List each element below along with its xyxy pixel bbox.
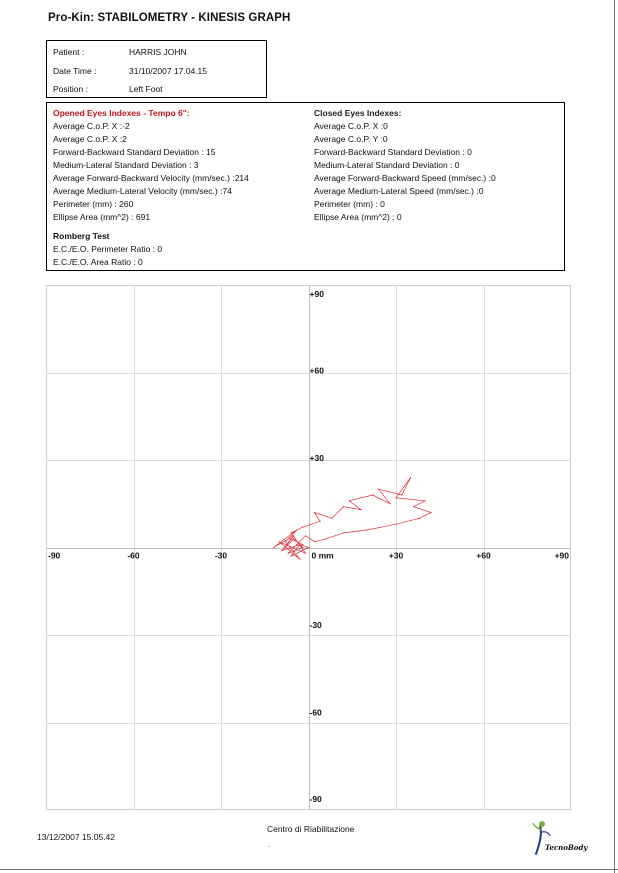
sway-trace-point xyxy=(366,529,367,530)
footer-center-name: Centro di Riabilitazione xyxy=(267,824,355,834)
sway-trace-point xyxy=(410,477,411,478)
romberg-title: Romberg Test xyxy=(53,231,110,241)
patient-name: HARRIS JOHN xyxy=(129,47,187,57)
y-tick-label: +60 xyxy=(309,365,324,376)
sway-trace-point xyxy=(290,538,291,539)
sway-trace-point xyxy=(343,506,344,507)
sway-trace-point xyxy=(343,532,344,533)
y-tick-label: +30 xyxy=(309,453,324,463)
sway-trace-point xyxy=(302,547,303,548)
sway-trace-point xyxy=(401,494,402,495)
position-label: Position : xyxy=(53,84,88,94)
sway-trace-point xyxy=(360,509,361,510)
page-border-bottom xyxy=(0,869,618,870)
closed-eyes-heading: Closed Eyes Indexes: xyxy=(314,108,402,118)
romberg-section xyxy=(53,230,162,269)
sway-trace-point xyxy=(282,550,283,551)
romberg-perimeter-ratio: E.C./E.O. Perimeter Ratio : 0 xyxy=(53,244,163,254)
opened-eyes-heading: Opened Eyes Indexes - Tempo 6": xyxy=(53,108,190,118)
opened-stat-line: Average C.o.P. X :2 xyxy=(53,134,127,144)
sway-trace-point xyxy=(372,494,373,495)
page-border-right xyxy=(614,0,615,873)
sway-trace-point xyxy=(305,535,306,536)
sway-trace-point xyxy=(413,506,414,507)
sway-trace-point xyxy=(395,497,396,498)
sway-trace-point xyxy=(331,518,332,519)
closed-stat-line: Forward-Backward Standard Deviation : 0 xyxy=(314,147,472,157)
sway-trace-point xyxy=(273,547,274,548)
sway-trace-point xyxy=(290,532,291,533)
opened-stat-line: Average Forward-Backward Velocity (mm/sec.) :214 xyxy=(53,173,249,183)
opened-stat-line: Forward-Backward Standard Deviation : 15 xyxy=(53,147,216,157)
romberg-area-ratio: E.C./E.O. Area Ratio : 0 xyxy=(53,257,143,267)
sway-trace-point xyxy=(425,500,426,501)
opened-stat-line: Perimeter (mm) : 260 xyxy=(53,199,134,209)
footer-dot: . xyxy=(268,840,271,849)
y-tick-label: -90 xyxy=(309,794,322,804)
patient-label: Patient : xyxy=(53,47,85,57)
sway-trace-point xyxy=(293,538,294,539)
x-tick-label: 0 mm xyxy=(311,550,334,561)
sway-trace-point xyxy=(305,553,306,554)
opened-stat-line: Average C.o.P. X :-2 xyxy=(53,121,130,131)
sway-trace-point xyxy=(302,527,303,528)
y-tick-label: -60 xyxy=(309,707,322,718)
sway-trace-point xyxy=(314,541,315,542)
tecnobody-logo xyxy=(528,820,588,860)
sway-trace-point xyxy=(395,524,396,525)
x-tick-label: +60 xyxy=(476,550,491,561)
sway-trace-point xyxy=(430,512,431,513)
indexes-box xyxy=(46,102,565,271)
sway-trace-point xyxy=(308,547,309,548)
sway-trace-point xyxy=(419,518,420,519)
closed-eyes-column xyxy=(314,107,562,224)
closed-stat-line: Average C.o.P. X :0 xyxy=(314,121,388,131)
sway-trace-point xyxy=(325,538,326,539)
sway-trace-point xyxy=(296,544,297,545)
sway-trace-line xyxy=(274,478,432,560)
sway-trace-point xyxy=(293,535,294,536)
closed-stat-line: Average C.o.P. Y :0 xyxy=(314,134,388,144)
opened-stat-line: Medium-Lateral Standard Deviation : 3 xyxy=(53,160,199,170)
y-tick-label: +90 xyxy=(309,289,324,299)
sway-trace-point xyxy=(320,521,321,522)
datetime-value: 31/10/2007 17.04.15 xyxy=(129,66,207,76)
sway-trace-point xyxy=(314,512,315,513)
sway-trace-point xyxy=(290,556,291,557)
sway-trace-point xyxy=(296,529,297,530)
closed-stat-line: Perimeter (mm) : 0 xyxy=(314,199,385,209)
sway-trace-point xyxy=(285,541,286,542)
datetime-label: Date Time : xyxy=(53,66,97,76)
sway-trace-point xyxy=(299,559,300,560)
closed-stat-line: Ellipse Area (mm^2) : 0 xyxy=(314,212,402,222)
sway-trace-point xyxy=(349,500,350,501)
sway-trace-point xyxy=(299,544,300,545)
sway-trace-point xyxy=(302,544,303,545)
position-value: Left Foot xyxy=(129,84,163,94)
footer-print-date: 13/12/2007 15.05.42 xyxy=(37,832,115,842)
x-tick-label: +90 xyxy=(554,550,569,561)
logo-text: TecnoBody xyxy=(545,843,588,852)
closed-stat-line: Average Medium-Lateral Speed (mm/sec.) :0 xyxy=(314,186,484,196)
x-tick-label: -60 xyxy=(127,550,140,561)
patient-info-box xyxy=(46,40,267,98)
x-tick-label: -90 xyxy=(48,550,61,561)
kinesis-graph-svg xyxy=(46,285,571,810)
opened-stat-line: Average Medium-Lateral Velocity (mm/sec.) :74 xyxy=(53,186,232,196)
sway-trace-point xyxy=(279,541,280,542)
opened-stat-line: Ellipse Area (mm^2) : 691 xyxy=(53,212,151,222)
opened-eyes-column xyxy=(53,107,308,224)
closed-stat-line: Average Forward-Backward Speed (mm/sec.) :0 xyxy=(314,173,496,183)
y-tick-label: -30 xyxy=(309,620,322,630)
sway-trace-point xyxy=(288,553,289,554)
closed-stat-line: Medium-Lateral Standard Deviation : 0 xyxy=(314,160,460,170)
report-title: Pro-Kin: STABILOMETRY - KINESIS GRAPH xyxy=(48,12,291,24)
x-tick-label: -30 xyxy=(214,550,228,561)
sway-trace-point xyxy=(390,503,391,504)
sway-trace-point xyxy=(378,489,379,490)
x-tick-label: +30 xyxy=(388,550,404,561)
kinesis-graph xyxy=(46,285,571,810)
